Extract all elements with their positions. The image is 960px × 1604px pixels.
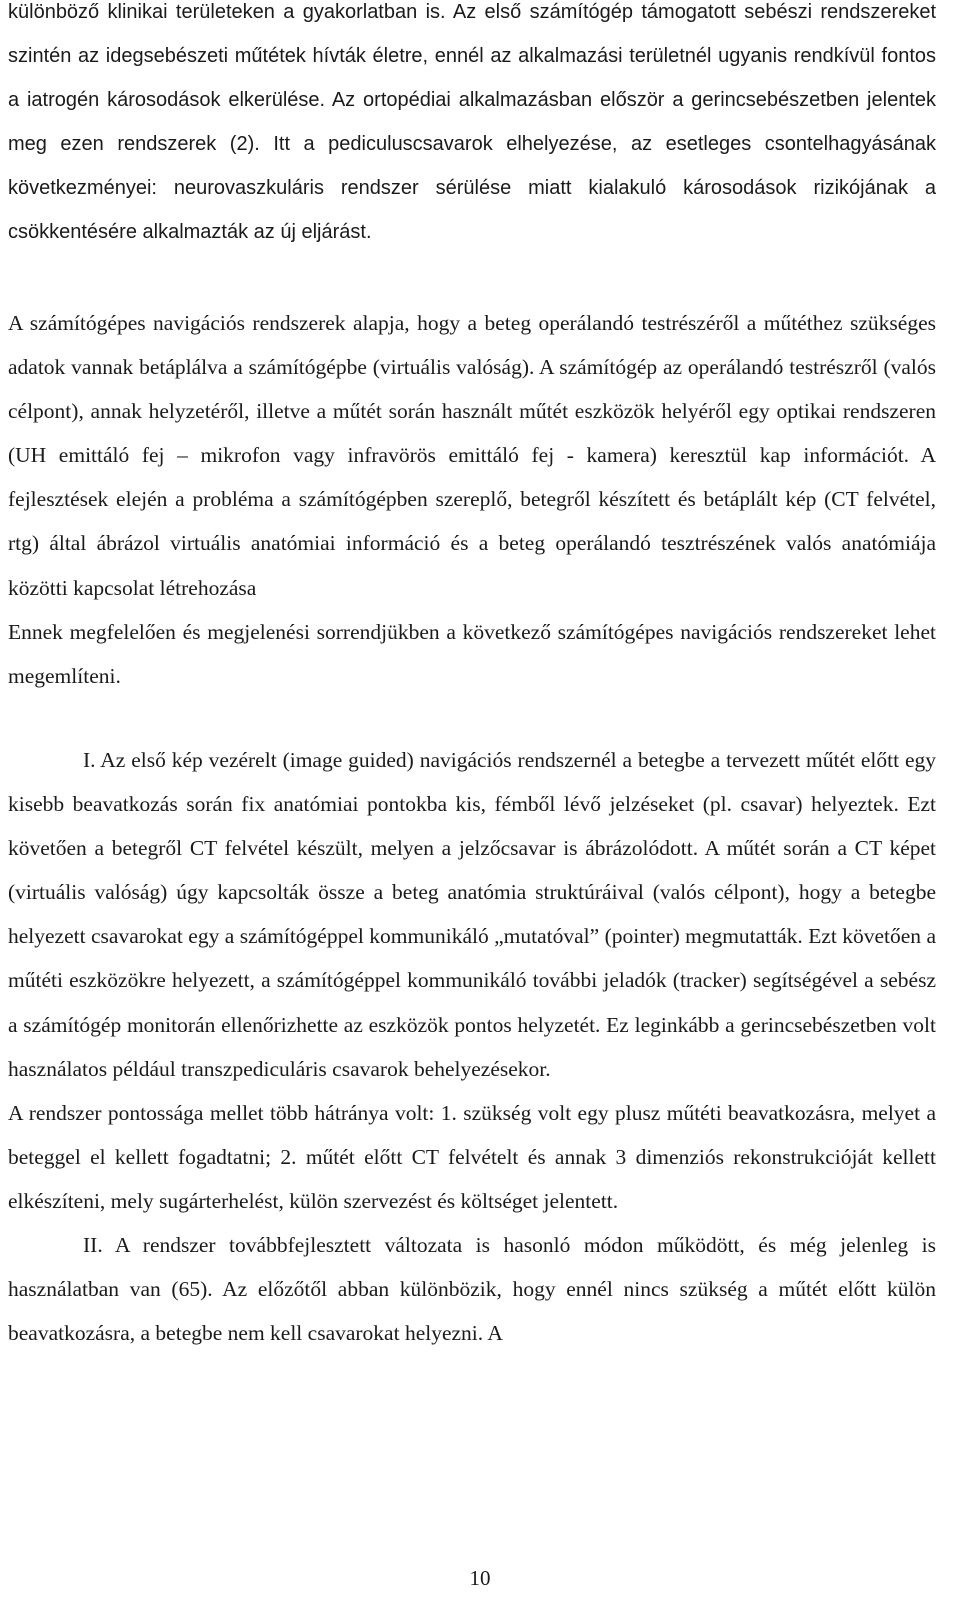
paragraph: II. A rendszer továbbfejlesztett változata is hasonló módon működött, és még jelenleg is használatban van (65). Az előzőtől abban különbözik, hogy ennél nincs szükség a műtét előtt külön beavatkozásra, a betegbe nem kell csavarokat helyezni. A [8,1233,936,1346]
paragraph: I. Az első kép vezérelt (image guided) navigációs rendszernél a betegbe a tervezett műtét előtt egy kisebb beavatkozás során fix anatómiai pontokba kis, fémből lévő jelzéseket (pl. csavar) helyeztek. Ezt követően a betegről CT felvétel készült, melyen a jelzőcsavar is ábrázolódott. A műtét során a CT képet (virtuális valóság) úgy kapcsolták össze a beteg anatómia struktúráival (valós célpont), hogy a betegbe helyezett csavarokat egy a számítógéppel kommunikáló „mutatóval” (pointer) megmutatták. Ezt követően a műtéti eszközökre helyezett, a számítógéppel kommunikáló további jeladók (tracker) segítségével a sebész a számítógép monitorán ellenőrizhette az eszközök pontos helyzetét. Ez leginkább a gerincsebészetben volt használatos például transzpediculáris csavarok behelyezésekor. [8,748,936,1081]
page-number: 10 [469,1566,491,1590]
paragraph: A számítógépes navigációs rendszerek alapja, hogy a beteg operálandó testrészéről a műtéthez szükséges adatok vannak betáplálva a számítógépbe (virtuális valóság). A számítógép az operálandó testrészről (valós célpont), annak helyzetéről, illetve a műtét során használt műtét eszközök helyéről egy optikai rendszeren (UH emittáló fej – mikrofon vagy infravörös emittáló fej - kamera) keresztül kap információt. A fejlesztések elején a probléma a számítógépben szereplő, betegről készített és betáplált kép (CT felvétel, rtg) által ábrázol virtuális anatómiai információ és a beteg operálandó tesztrészének valós anatómiája közötti kapcsolat létrehozása [8,311,936,600]
paragraph: különböző klinikai területeken a gyakorlatban is. Az első számítógép támogatott sebészi rendszereket szintén az idegsebészeti műtétek hívták életre, ennél az alkalmazási területnél ugyanis rendkívül fontos a iatrogén károsodások elkerülése. Az ortopédiai alkalmazásban először a gerincsebészetben jelentek meg ezen rendszerek (2). Itt a pediculuscsavarok elhelyezése, az esetleges csontelhagyásának következményei: neurovaszkuláris rendszer sérülése miatt kialakuló károsodások rizikójának a csökkentésére alkalmazták az új eljárást. [8,1,936,244]
text-section-navigation [8,301,936,698]
text-section-intro [8,0,936,255]
paragraph: Ennek megfelelően és megjelenési sorrendjükben a következő számítógépes navigációs rendszereket lehet megemlíteni. [8,619,936,688]
paragraph: A rendszer pontossága mellet több hátránya volt: 1. szükség volt egy plusz műtéti beavatkozásra, melyet a beteggel el kellett fogadtatni; 2. műtét előtt CT felvételt és annak 3 dimenziós rekonstrukcióját kellett elkészíteni, mely sugárterhelést, külön szervezést és költséget jelentett. [8,1100,936,1213]
text-section-systems [8,738,936,1355]
